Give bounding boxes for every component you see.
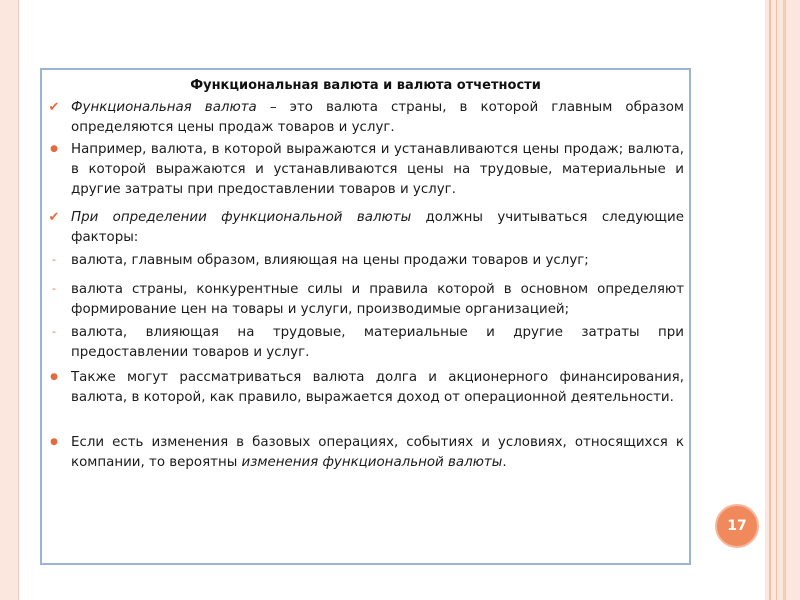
page-number: 17 xyxy=(727,518,747,534)
list-item-text: Также могут рассматриваться валюта долга и акционерного финансирования, валюта, в которой, как правило, выражается доход от операционной деятельности. xyxy=(71,370,684,405)
list-item-text: валюта, влияющая на трудовые, материальные и другие затраты при предоставлении товаров и услуг. xyxy=(71,325,684,360)
list-item-text: Если есть изменения в базовых операциях, событиях и условиях, относящихся к компании, то вероятны xyxy=(71,435,684,470)
list-item xyxy=(71,323,684,363)
content-box xyxy=(40,68,691,565)
term-currency-change: изменения функциональной валюты xyxy=(241,455,503,470)
slide-frame-left xyxy=(0,0,19,600)
list-item xyxy=(71,98,684,138)
dash-bullet-icon: - xyxy=(52,253,56,266)
list-item xyxy=(71,208,684,248)
dash-bullet-icon: - xyxy=(52,282,56,295)
frame-stripe xyxy=(769,0,771,600)
term-functional-currency: Функциональная валюта xyxy=(71,100,257,115)
list-item-text: Например, валюта, в которой выражаются и устанавливаются цены продаж; валюта, в которой выражаются и устанавливаются цены на трудовые, материальные и другие затраты при предоставлении товаров и услуг. xyxy=(71,142,684,197)
list-item xyxy=(71,251,684,271)
list-item xyxy=(71,433,684,473)
list-item-tail: . xyxy=(502,455,507,470)
frame-stripe xyxy=(776,0,777,600)
list-item-text: – это валюта страны, в которой главным образом определяются цены продаж товаров и услуг. xyxy=(71,100,684,135)
page-number-badge xyxy=(715,504,759,548)
list-item xyxy=(71,140,684,200)
list-item xyxy=(71,280,684,320)
list-item-text: валюта, главным образом, влияющая на цены продажи товаров и услуг; xyxy=(71,253,589,268)
dot-bullet-icon: ● xyxy=(50,437,58,447)
term-determination: При определении функциональной валюты xyxy=(71,210,412,225)
frame-stripe xyxy=(783,0,786,600)
list-item xyxy=(71,368,684,408)
list-item-text: должны учитываться следующие факторы: xyxy=(71,210,684,245)
slide-frame-right xyxy=(765,0,800,600)
dash-bullet-icon: - xyxy=(52,325,56,338)
checkmark-bullet-icon: ✔ xyxy=(48,100,60,115)
dot-bullet-icon: ● xyxy=(50,372,58,382)
dot-bullet-icon: ● xyxy=(50,144,58,154)
slide-title: Функциональная валюта и валюта отчетности xyxy=(190,78,541,93)
list-item-text: валюта страны, конкурентные силы и правила которой в основном определяют формирование цен на товары и услуги, производимые организацией; xyxy=(71,282,684,317)
checkmark-bullet-icon: ✔ xyxy=(48,210,60,225)
